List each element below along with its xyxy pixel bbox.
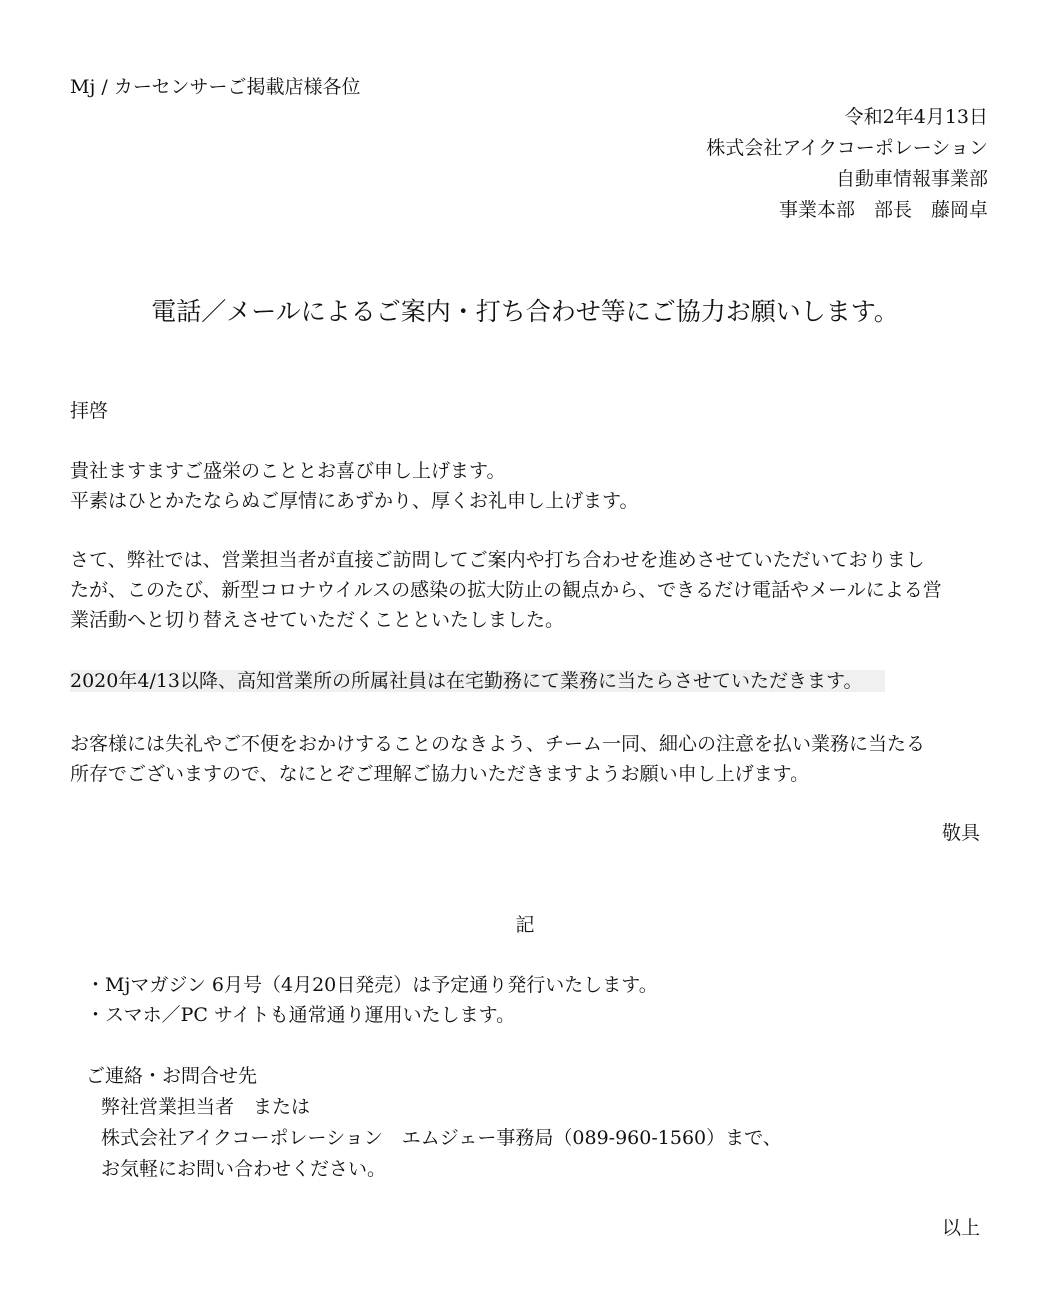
end-word: 以上 (941, 1217, 980, 1239)
recipient: Mj / カーセンサーご掲載店様各位 (70, 76, 361, 98)
bullet-item-1: ・Mjマガジン 6月号（4月20日発売）は予定通り発行いたします。 (86, 974, 658, 996)
request-line-1: お客様には失礼やご不便をおかけすることのなきよう、チーム一同、細心の注意を払い業務に当たる (70, 733, 926, 755)
body-line-3: 業活動へと切り替えさせていただくことといたしました。 (70, 609, 565, 631)
body-line-2: たが、このたび、新型コロナウイルスの感染の拡大防止の観点から、できるだけ電話やメールによる営 (70, 579, 942, 601)
opening-word: 拝啓 (70, 400, 109, 422)
contact-heading: ご連絡・お問合せ先 (86, 1065, 258, 1087)
highlight-text: 2020年4/13以降、高知営業所の所属社員は在宅勤務にて業務に当たらさせていただきます。 (70, 670, 885, 692)
greeting-line-2: 平素はひとかたならぬご厚情にあずかり、厚くお礼申し上げます。 (70, 490, 639, 512)
greeting-line-1: 貴社ますますご盛栄のこととお喜び申し上げます。 (70, 460, 506, 482)
sender-division: 自動車情報事業部 (835, 168, 988, 190)
sender-company: 株式会社アイクコーポレーション (706, 137, 988, 159)
sender-person: 事業本部 部長 藤岡卓 (778, 199, 988, 221)
highlight-line (70, 666, 885, 693)
contact-line-2: 株式会社アイクコーポレーション エムジェー事務局（089-960-1560）まで、 (101, 1127, 782, 1149)
ki-marker: 記 (515, 914, 535, 936)
body-line-1: さて、弊社では、営業担当者が直接ご訪問してご案内や打ち合わせを進めさせていただいておりまし (70, 549, 925, 571)
closing-word: 敬具 (941, 822, 980, 844)
bullet-item-2: ・スマホ／PC サイトも通常通り運用いたします。 (86, 1004, 516, 1026)
letter-title: 電話／メールによるご案内・打ち合わせ等にご協力お願いします。 (151, 297, 899, 326)
contact-line-1: 弊社営業担当者 または (101, 1096, 311, 1118)
contact-line-3: お気軽にお問い合わせください。 (101, 1158, 387, 1180)
request-line-2: 所存でございますので、なにとぞご理解ご協力いただきますようお願い申し上げます。 (70, 763, 810, 785)
letter-date: 令和2年4月13日 (844, 106, 988, 128)
